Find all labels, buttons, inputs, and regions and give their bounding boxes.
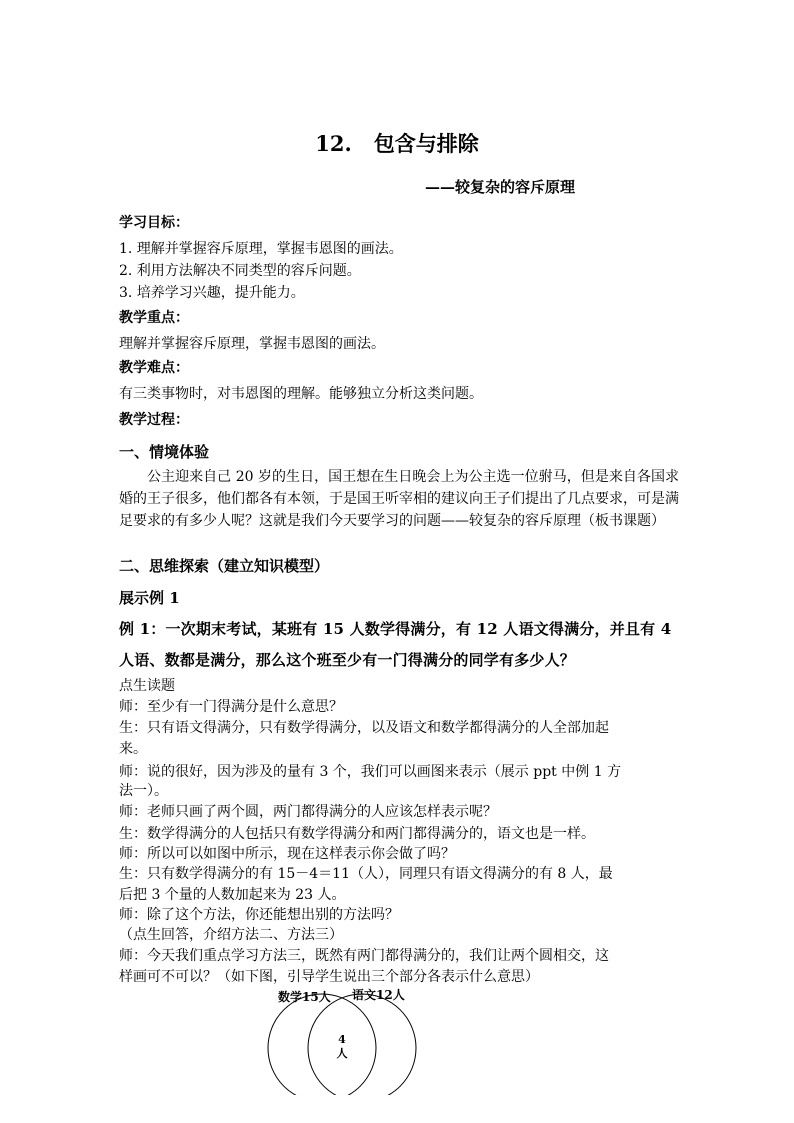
dialogue-line: （点生回答，介绍方法二、方法三）	[119, 927, 343, 943]
dialogue-line: 师：至少有一门得满分是什么意思？	[119, 699, 343, 715]
difficulty-heading: 教学难点：	[119, 360, 189, 376]
process-heading: 教学过程：	[119, 412, 189, 428]
dialogue-line: 师：除了这个方法，你还能想出别的方法吗？	[119, 907, 399, 923]
example-label: 展示例 1	[119, 589, 180, 607]
page-title: 12. 包含与排除	[315, 131, 479, 156]
dialogue-line: 来。	[119, 741, 147, 757]
dialogue-line: 法一）。	[119, 783, 168, 799]
example-line: 人语、数都是满分，那么这个班至少有一门得满分的同学有多少人？	[119, 651, 576, 669]
venn-overlap-count: 4	[338, 1033, 346, 1046]
dialogue-line: 生：只有语文得满分，只有数学得满分，以及语文和数学都得满分的人全部加起	[119, 720, 609, 736]
section2-heading: 二、思维探索（建立知识模型）	[119, 557, 330, 575]
objective-item: 3. 培养学习兴趣，提升能力。	[119, 285, 305, 301]
objective-item: 2. 利用方法解决不同类型的容斥问题。	[119, 263, 361, 279]
dialogue-line: 点生读题	[119, 678, 175, 694]
dialogue-line: 样画可不可以？（如下图，引导学生说出三个部分各表示什么意思）	[119, 969, 539, 985]
dialogue-line: 后把 3 个量的人数加起来为 23 人。	[119, 887, 346, 903]
objectives-heading: 学习目标：	[119, 215, 189, 231]
dialogue-line: 生：数学得满分的人包括只有数学得满分和两门都得满分的，语文也是一样。	[119, 826, 595, 842]
venn-label-math: 数学15人	[278, 990, 331, 1004]
section1-heading: 一、情境体验	[119, 443, 210, 461]
dialogue-line: 生：只有数学得满分的有 15－4＝11（人），同理只有语文得满分的有 8 人，最	[119, 866, 613, 882]
dialogue-line: 师：说的很好，因为涉及的量有 3 个，我们可以画图来表示（展示 ppt 中例 1 方	[119, 764, 622, 780]
venn-diagram	[260, 985, 430, 1095]
key-point-text: 理解并掌握容斥原理，掌握韦恩图的画法。	[119, 336, 385, 352]
venn-circle-chinese	[308, 994, 416, 1095]
venn-circle-math	[268, 994, 376, 1095]
dialogue-line: 师：老师只画了两个圆，两门都得满分的人应该怎样表示呢？	[119, 804, 497, 820]
section1-paragraph: 公主迎来自己 20 岁的生日，国王想在生日晚会上为公主选一位驸马，但是来自各国求婚的王子很多，他们都各有本领，于是国王听宰相的建议向王子们提出了几点要求，可是满足要求的有多少人呢？这就是我们今天要学习的问题——较复杂的容斥原理（板书课题）	[119, 469, 679, 529]
venn-overlap-unit: 人	[336, 1047, 348, 1060]
difficulty-text: 有三类事物时，对韦恩图的理解。能够独立分析这类问题。	[119, 386, 483, 402]
objective-item: 1. 理解并掌握容斥原理，掌握韦恩图的画法。	[119, 241, 403, 257]
key-point-heading: 教学重点：	[119, 310, 189, 326]
page-subtitle: ——较复杂的容斥原理	[425, 178, 576, 196]
example-line: 例 1：一次期末考试，某班有 15 人数学得满分，有 12 人语文得满分，并且有 4	[119, 620, 672, 638]
venn-label-chinese: 语文12人	[352, 988, 405, 1002]
dialogue-line: 师：今天我们重点学习方法三，既然有两门都得满分的，我们让两个圆相交，这	[119, 948, 609, 964]
dialogue-line: 师：所以可以如图中所示，现在这样表示你会做了吗？	[119, 846, 455, 862]
